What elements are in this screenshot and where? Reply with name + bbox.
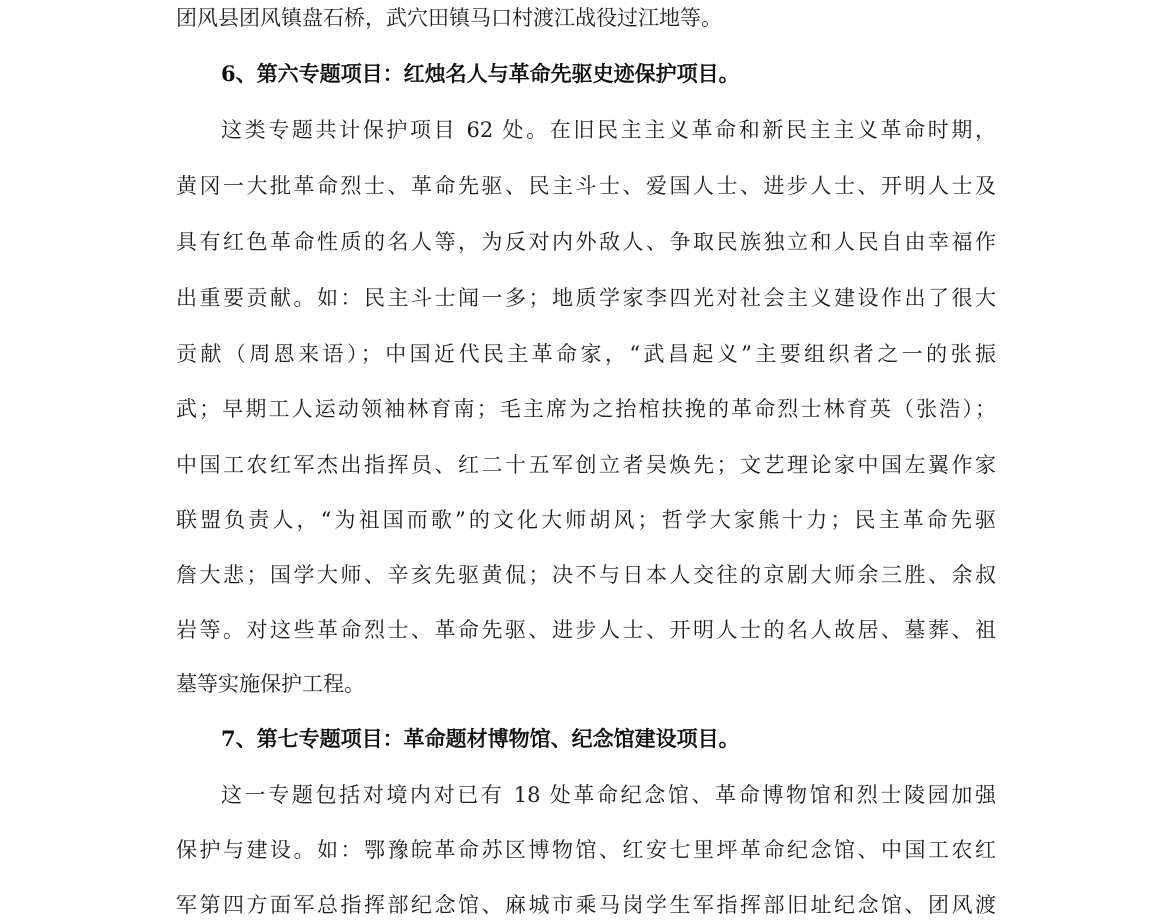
text-line: 岩等。对这些革命烈士、革命先驱、进步人士、开明人士的名人故居、墓葬、祖 bbox=[176, 618, 996, 642]
text-line: 这类专题共计保护项目 62 处。在旧民主主义革命和新民主主义革命时期， bbox=[221, 118, 996, 142]
text-line: 詹大悲；国学大师、辛亥先驱黄侃；决不与日本人交往的京剧大师余三胜、余叔 bbox=[176, 563, 996, 587]
text-line: 军第四方面军总指挥部纪念馆、麻城市乘马岗学生军指挥部旧址纪念馆、团风渡 bbox=[176, 893, 996, 917]
text-line: 具有红色革命性质的名人等，为反对内外敌人、争取民族独立和人民自由幸福作 bbox=[176, 230, 996, 254]
text-line: 出重要贡献。如：民主斗士闻一多；地质学家李四光对社会主义建设作出了很大 bbox=[176, 286, 996, 310]
text-line: 武；早期工人运动领袖林育南；毛主席为之抬棺扶挽的革命烈士林育英（张浩）； bbox=[176, 397, 996, 421]
text-line: 团风县团风镇盘石桥，武穴田镇马口村渡江战役过江地等。 bbox=[176, 6, 722, 30]
section-heading-6: 6、第六专题项目：红烛名人与革命先驱史迹保护项目。 bbox=[221, 61, 740, 86]
text-line: 联盟负责人，“为祖国而歌”的文化大师胡风；哲学大家熊十力；民主革命先驱 bbox=[176, 508, 996, 532]
text-line: 黄冈一大批革命烈士、革命先驱、民主斗士、爱国人士、进步人士、开明人士及 bbox=[176, 174, 996, 198]
text-line: 这一专题包括对境内对已有 18 处革命纪念馆、革命博物馆和烈士陵园加强 bbox=[221, 783, 996, 807]
section-heading-7: 7、第七专题项目：革命题材博物馆、纪念馆建设项目。 bbox=[221, 726, 740, 751]
text-line: 保护与建设。如：鄂豫皖革命苏区博物馆、红安七里坪革命纪念馆、中国工农红 bbox=[176, 838, 996, 862]
text-line: 中国工农红军杰出指挥员、红二十五军创立者吴焕先；文艺理论家中国左翼作家 bbox=[176, 453, 996, 477]
text-line: 墓等实施保护工程。 bbox=[176, 672, 365, 696]
text-line: 贡献（周恩来语）；中国近代民主革命家，“武昌起义”主要组织者之一的张振 bbox=[176, 342, 996, 366]
